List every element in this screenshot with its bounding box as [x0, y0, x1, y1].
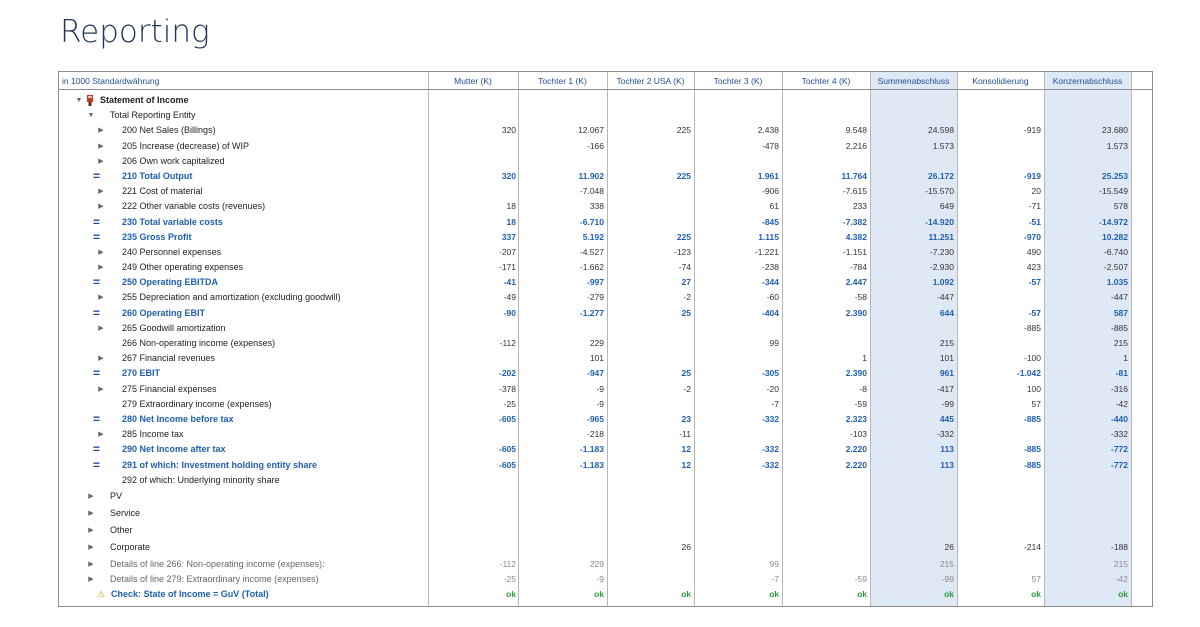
- table-row[interactable]: [59, 557, 1152, 572]
- formula-equals-icon: =: [93, 275, 101, 290]
- table-row[interactable]: [59, 366, 1152, 381]
- expand-toggle-icon[interactable]: ▶: [98, 264, 104, 272]
- grid-body: [59, 93, 1152, 602]
- cell-konsolidierung[interactable]: 490: [1026, 246, 1041, 257]
- cell-tochter-4[interactable]: 2.390: [845, 368, 867, 379]
- cell-tochter-2-usa[interactable]: 225: [676, 170, 691, 181]
- cell-konsolidierung[interactable]: -885: [1023, 413, 1041, 424]
- cell-tochter-1[interactable]: -947: [586, 368, 604, 379]
- cell-tochter-3[interactable]: 1.115: [758, 231, 779, 242]
- table-row[interactable]: [59, 123, 1152, 138]
- cell-tochter-2-usa[interactable]: -2: [683, 383, 691, 394]
- table-row[interactable]: [59, 442, 1152, 457]
- cell-tochter-2-usa[interactable]: 12: [681, 444, 691, 455]
- cell-konsolidierung[interactable]: -100: [1023, 353, 1041, 364]
- cell-tochter-4[interactable]: 4.382: [845, 231, 867, 242]
- cell-summenabschluss[interactable]: 1.092: [932, 277, 954, 288]
- cell-konsolidierung[interactable]: ok: [1031, 589, 1041, 599]
- cell-konzernabschluss[interactable]: -440: [1110, 413, 1128, 424]
- cell-tochter-4[interactable]: -8: [859, 383, 867, 394]
- cell-tochter-1[interactable]: -9: [596, 573, 604, 584]
- cell-summenabschluss[interactable]: 26: [944, 542, 954, 553]
- cell-mutter[interactable]: -605: [498, 444, 516, 455]
- cell-tochter-4[interactable]: ok: [857, 589, 867, 599]
- expand-toggle-icon[interactable]: ▶: [98, 127, 104, 135]
- cell-mutter[interactable]: -207: [498, 246, 516, 257]
- cell-konzernabschluss[interactable]: -772: [1110, 459, 1128, 470]
- cell-mutter[interactable]: 320: [501, 125, 516, 136]
- cell-tochter-3[interactable]: 99: [769, 558, 779, 569]
- column-header-konsolidierung[interactable]: Konsolidierung: [972, 76, 1029, 86]
- grid-header: [59, 72, 1152, 90]
- cell-tochter-1[interactable]: -166: [586, 140, 604, 151]
- cell-tochter-1[interactable]: -9: [596, 398, 604, 409]
- cell-mutter[interactable]: -41: [503, 277, 516, 288]
- table-row[interactable]: [59, 108, 1152, 123]
- table-row[interactable]: [59, 505, 1152, 522]
- cell-tochter-3[interactable]: 61: [769, 201, 779, 212]
- cell-summenabschluss[interactable]: 644: [939, 307, 954, 318]
- cell-tochter-1[interactable]: ok: [594, 589, 604, 599]
- cell-tochter-4[interactable]: -7.615: [842, 186, 867, 197]
- cell-konzernabschluss[interactable]: 1.035: [1106, 277, 1128, 288]
- cell-tochter-1[interactable]: -9: [596, 383, 604, 394]
- cell-tochter-4[interactable]: 233: [852, 201, 867, 212]
- cell-tochter-1[interactable]: -4.527: [579, 246, 604, 257]
- cell-tochter-4[interactable]: -784: [849, 262, 867, 273]
- cell-summenabschluss[interactable]: 24.598: [928, 125, 954, 136]
- cell-tochter-3[interactable]: -238: [761, 262, 779, 273]
- cell-tochter-2-usa[interactable]: 225: [676, 125, 691, 136]
- table-row[interactable]: [59, 458, 1152, 473]
- cell-tochter-2-usa[interactable]: 225: [676, 231, 691, 242]
- cell-konsolidierung[interactable]: 57: [1031, 573, 1041, 584]
- row-label: Service: [110, 508, 141, 519]
- row-label: 221 Cost of material: [122, 186, 203, 197]
- cell-tochter-1[interactable]: -7.048: [579, 186, 604, 197]
- cell-summenabschluss[interactable]: -417: [936, 383, 954, 394]
- cell-konzernabschluss[interactable]: -15.549: [1099, 186, 1128, 197]
- cell-tochter-2-usa[interactable]: 27: [681, 277, 691, 288]
- cell-konsolidierung[interactable]: -885: [1023, 459, 1041, 470]
- row-label: 291 of which: Investment holding entity share: [122, 459, 318, 470]
- expand-toggle-icon[interactable]: ▶: [98, 355, 104, 363]
- cell-tochter-3[interactable]: -7: [771, 398, 779, 409]
- cell-konsolidierung[interactable]: -71: [1028, 201, 1041, 212]
- cell-tochter-3[interactable]: -845: [761, 216, 779, 227]
- table-row[interactable]: [59, 199, 1152, 214]
- cell-summenabschluss[interactable]: 113: [940, 459, 954, 470]
- cell-tochter-1[interactable]: 101: [589, 353, 604, 364]
- cell-summenabschluss[interactable]: 961: [939, 368, 954, 379]
- cell-konzernabschluss[interactable]: -2.507: [1103, 262, 1128, 273]
- column-header-tochter-1[interactable]: Tochter 1 (K): [538, 76, 587, 86]
- cell-konsolidierung[interactable]: -885: [1023, 444, 1041, 455]
- cell-tochter-4[interactable]: -1.151: [842, 246, 867, 257]
- cell-tochter-3[interactable]: -906: [761, 186, 779, 197]
- expand-toggle-icon[interactable]: ▶: [98, 157, 104, 165]
- row-label: 292 of which: Underlying minority share: [122, 474, 280, 485]
- expand-toggle-icon[interactable]: ▶: [88, 510, 94, 518]
- cell-mutter[interactable]: -112: [499, 558, 516, 569]
- cell-tochter-1[interactable]: 338: [589, 201, 604, 212]
- cell-summenabschluss[interactable]: 445: [939, 413, 954, 424]
- row-label: Details of line 279: Extraordinary income (expenses): [110, 573, 319, 584]
- expand-toggle-icon[interactable]: ▶: [98, 188, 104, 196]
- table-row[interactable]: [59, 184, 1152, 199]
- expand-toggle-icon[interactable]: ▶: [88, 560, 94, 568]
- expand-toggle-icon[interactable]: ▶: [98, 385, 104, 393]
- cell-mutter[interactable]: 18: [506, 216, 516, 227]
- table-row[interactable]: [59, 290, 1152, 305]
- unit-label: in 1000 Standardwährung: [62, 76, 160, 86]
- cell-konzernabschluss[interactable]: 587: [1113, 307, 1128, 318]
- cell-tochter-3[interactable]: -478: [761, 140, 779, 151]
- row-label: 280 Net Income before tax: [122, 413, 234, 424]
- cell-summenabschluss[interactable]: 215: [939, 558, 954, 569]
- cell-konzernabschluss[interactable]: -188: [1110, 542, 1128, 553]
- cell-tochter-4[interactable]: 2.220: [845, 459, 867, 470]
- cell-tochter-1[interactable]: -1.183: [579, 444, 604, 455]
- expand-toggle-icon[interactable]: ▶: [88, 544, 94, 552]
- cell-tochter-4[interactable]: 2.390: [845, 307, 867, 318]
- cell-tochter-3[interactable]: ok: [769, 589, 779, 599]
- expand-toggle-icon[interactable]: ▶: [98, 248, 104, 256]
- cell-tochter-4[interactable]: -59: [854, 398, 867, 409]
- table-row[interactable]: [59, 382, 1152, 397]
- table-row[interactable]: [59, 488, 1152, 505]
- cell-tochter-3[interactable]: -332: [761, 444, 779, 455]
- row-label: Other: [110, 525, 133, 536]
- cell-mutter[interactable]: -25: [503, 398, 516, 409]
- cell-tochter-2-usa[interactable]: ok: [681, 589, 691, 599]
- formula-equals-icon: =: [93, 411, 101, 426]
- table-row[interactable]: [59, 351, 1152, 366]
- cell-summenabschluss[interactable]: -15.570: [925, 186, 954, 197]
- expand-toggle-icon[interactable]: ▶: [98, 203, 104, 211]
- row-label: 222 Other variable costs (revenues): [122, 201, 266, 212]
- statement-icon: [86, 95, 94, 105]
- cell-konsolidierung[interactable]: 423: [1026, 262, 1041, 273]
- cell-summenabschluss[interactable]: -7.230: [929, 246, 954, 257]
- cell-summenabschluss[interactable]: 26.172: [928, 170, 954, 181]
- cell-mutter[interactable]: 320: [501, 170, 516, 181]
- cell-summenabschluss[interactable]: ok: [944, 589, 954, 599]
- cell-tochter-2-usa[interactable]: -123: [673, 246, 691, 257]
- cell-konzernabschluss[interactable]: -332: [1110, 429, 1128, 440]
- table-row[interactable]: [59, 154, 1152, 169]
- cell-summenabschluss[interactable]: -99: [941, 573, 954, 584]
- cell-tochter-2-usa[interactable]: 23: [681, 413, 691, 424]
- column-header-tochter-4[interactable]: Tochter 4 (K): [801, 76, 851, 86]
- cell-tochter-1[interactable]: -6.710: [579, 216, 604, 227]
- cell-tochter-3[interactable]: -1.221: [754, 246, 779, 257]
- cell-tochter-4[interactable]: -103: [849, 429, 867, 440]
- cell-summenabschluss[interactable]: 11.251: [928, 231, 954, 242]
- warning-icon: ⚠: [97, 589, 106, 599]
- cell-tochter-3[interactable]: -305: [761, 368, 779, 379]
- cell-tochter-1[interactable]: -1.183: [579, 459, 604, 470]
- table-row[interactable]: [59, 245, 1152, 260]
- cell-konsolidierung[interactable]: 57: [1031, 398, 1041, 409]
- cell-mutter[interactable]: -378: [498, 383, 516, 394]
- cell-mutter[interactable]: -90: [503, 307, 516, 318]
- cell-mutter[interactable]: -605: [498, 459, 516, 470]
- cell-konsolidierung[interactable]: 20: [1031, 186, 1041, 197]
- cell-mutter[interactable]: -25: [503, 573, 516, 584]
- cell-tochter-3[interactable]: -344: [761, 277, 779, 288]
- row-label: 240 Personnel expenses: [122, 246, 222, 257]
- cell-konsolidierung[interactable]: -885: [1023, 322, 1041, 333]
- row-label: Total Reporting Entity: [110, 110, 196, 121]
- cell-konzernabschluss[interactable]: 578: [1113, 201, 1128, 212]
- cell-summenabschluss[interactable]: -99: [941, 398, 954, 409]
- cell-tochter-1[interactable]: -218: [586, 429, 604, 440]
- row-label: 265 Goodwill amortization: [122, 322, 226, 333]
- formula-equals-icon: =: [93, 366, 101, 381]
- cell-tochter-1[interactable]: 12.067: [578, 125, 604, 136]
- table-row[interactable]: [59, 93, 1152, 108]
- cell-tochter-2-usa[interactable]: -2: [683, 292, 691, 303]
- cell-tochter-4[interactable]: 9.548: [845, 125, 867, 136]
- cell-konzernabschluss[interactable]: -14.972: [1099, 216, 1128, 227]
- cell-tochter-2-usa[interactable]: 12: [681, 459, 691, 470]
- cell-konzernabschluss[interactable]: -447: [1110, 292, 1128, 303]
- row-label: 290 Net Income after tax: [122, 444, 226, 455]
- table-row[interactable]: [59, 139, 1152, 154]
- cell-tochter-3[interactable]: -7: [771, 573, 779, 584]
- expand-toggle-icon[interactable]: ▶: [98, 431, 104, 439]
- row-label: 267 Financial revenues: [122, 353, 216, 364]
- cell-konzernabschluss[interactable]: -316: [1110, 383, 1128, 394]
- table-row[interactable]: [59, 230, 1152, 245]
- table-row[interactable]: [59, 260, 1152, 275]
- cell-konzernabschluss[interactable]: -772: [1110, 444, 1128, 455]
- cell-mutter[interactable]: -171: [498, 262, 516, 273]
- row-label: PV: [110, 490, 123, 501]
- table-row[interactable]: [59, 321, 1152, 336]
- row-label: 285 Income tax: [122, 429, 184, 440]
- cell-summenabschluss[interactable]: 1.573: [932, 140, 954, 151]
- cell-tochter-3[interactable]: 99: [769, 338, 779, 348]
- table-row[interactable]: [59, 427, 1152, 442]
- cell-tochter-4[interactable]: 2.447: [845, 277, 867, 288]
- cell-tochter-1[interactable]: -997: [586, 277, 604, 288]
- expand-toggle-icon[interactable]: ▶: [98, 142, 104, 150]
- formula-equals-icon: =: [93, 229, 101, 244]
- cell-konsolidierung[interactable]: -919: [1023, 125, 1041, 136]
- cell-summenabschluss[interactable]: 113: [940, 444, 954, 455]
- expand-toggle-icon[interactable]: ▶: [98, 324, 104, 332]
- cell-tochter-2-usa[interactable]: 26: [681, 542, 691, 553]
- cell-konzernabschluss[interactable]: -81: [1115, 368, 1128, 379]
- cell-mutter[interactable]: -202: [498, 368, 516, 379]
- cell-konzernabschluss[interactable]: 215: [1113, 558, 1128, 569]
- column-header-tochter-2-usa[interactable]: Tochter 2 USA (K): [616, 76, 685, 86]
- report-grid[interactable]: [58, 71, 1153, 607]
- expand-toggle-icon[interactable]: ▶: [88, 575, 94, 583]
- cell-konzernabschluss[interactable]: ok: [1118, 589, 1128, 599]
- table-row[interactable]: [59, 539, 1152, 556]
- formula-equals-icon: =: [93, 214, 101, 229]
- cell-konzernabschluss[interactable]: 25.253: [1102, 170, 1128, 181]
- table-row[interactable]: [59, 169, 1152, 184]
- formula-equals-icon: =: [93, 442, 101, 457]
- row-label: 206 Own work capitalized: [122, 155, 225, 166]
- row-label: 250 Operating EBITDA: [122, 277, 219, 288]
- cell-tochter-1[interactable]: 11.902: [578, 170, 604, 181]
- cell-konsolidierung[interactable]: -970: [1023, 231, 1041, 242]
- cell-tochter-3[interactable]: -20: [766, 383, 779, 394]
- row-label: 255 Depreciation and amortization (excluding goodwill): [122, 292, 341, 303]
- cell-konzernabschluss[interactable]: -6.740: [1103, 246, 1128, 257]
- cell-konsolidierung[interactable]: -57: [1028, 277, 1041, 288]
- cell-mutter[interactable]: -605: [498, 413, 516, 424]
- row-label: 235 Gross Profit: [122, 231, 192, 242]
- row-label: 270 EBIT: [122, 368, 161, 379]
- cell-konzernabschluss[interactable]: 1: [1123, 353, 1128, 364]
- cell-tochter-4[interactable]: -59: [854, 573, 867, 584]
- row-label: Details of line 266: Non-operating income (expenses):: [110, 558, 325, 569]
- collapse-toggle-icon[interactable]: ▼: [87, 112, 95, 120]
- cell-konzernabschluss[interactable]: 215: [1113, 338, 1128, 348]
- formula-equals-icon: =: [93, 305, 101, 320]
- row-label: 279 Extraordinary income (expenses): [122, 398, 272, 409]
- cell-tochter-1[interactable]: -1.662: [579, 262, 604, 273]
- formula-equals-icon: =: [93, 457, 101, 472]
- row-label: 260 Operating EBIT: [122, 307, 206, 318]
- cell-konzernabschluss[interactable]: -42: [1115, 398, 1128, 409]
- table-row[interactable]: [59, 397, 1152, 412]
- cell-mutter[interactable]: -112: [499, 338, 516, 348]
- cell-summenabschluss[interactable]: -14.920: [925, 216, 954, 227]
- cell-summenabschluss[interactable]: 215: [939, 338, 954, 348]
- cell-tochter-3[interactable]: -60: [766, 292, 779, 303]
- column-header-tochter-3[interactable]: Tochter 3 (K): [713, 76, 763, 86]
- row-label: 200 Net Sales (Billings): [122, 125, 216, 136]
- cell-tochter-3[interactable]: 2.438: [757, 125, 779, 136]
- cell-tochter-4[interactable]: -7.382: [842, 216, 867, 227]
- cell-mutter[interactable]: ok: [506, 589, 516, 599]
- column-header-mutter[interactable]: Mutter (K): [454, 76, 492, 86]
- row-label: 249 Other operating expenses: [122, 262, 244, 273]
- cell-tochter-1[interactable]: -1.277: [579, 307, 604, 318]
- cell-tochter-1[interactable]: -279: [586, 292, 604, 303]
- cell-tochter-3[interactable]: -404: [761, 307, 779, 318]
- row-label: 205 Increase (decrease) of WIP: [122, 140, 250, 151]
- cell-tochter-2-usa[interactable]: -74: [678, 262, 691, 273]
- cell-tochter-1[interactable]: -965: [586, 413, 604, 424]
- table-row[interactable]: [59, 215, 1152, 230]
- cell-summenabschluss[interactable]: -332: [936, 429, 954, 440]
- table-row[interactable]: [59, 412, 1152, 427]
- row-label: 275 Financial expenses: [122, 383, 217, 394]
- table-row[interactable]: [59, 522, 1152, 539]
- row-label: Corporate: [110, 542, 151, 553]
- row-label: Statement of Income: [100, 95, 189, 105]
- row-label: 230 Total variable costs: [122, 216, 223, 227]
- cell-konsolidierung[interactable]: -1.042: [1016, 368, 1041, 379]
- cell-tochter-2-usa[interactable]: 25: [681, 368, 691, 379]
- cell-konzernabschluss[interactable]: -885: [1110, 322, 1128, 333]
- cell-konsolidierung[interactable]: -919: [1023, 170, 1041, 181]
- expand-toggle-icon[interactable]: ▶: [88, 492, 94, 500]
- row-label: 266 Non-operating income (expenses): [122, 338, 276, 348]
- cell-konzernabschluss[interactable]: 23.680: [1102, 125, 1128, 136]
- cell-mutter[interactable]: 18: [506, 201, 516, 212]
- cell-summenabschluss[interactable]: -447: [936, 292, 954, 303]
- cell-tochter-1[interactable]: 5.192: [582, 231, 604, 242]
- table-row[interactable]: [59, 587, 1152, 602]
- table-row[interactable]: [59, 306, 1152, 321]
- cell-konsolidierung[interactable]: -51: [1028, 216, 1041, 227]
- table-row[interactable]: [59, 572, 1152, 587]
- cell-tochter-1[interactable]: 229: [589, 558, 604, 569]
- cell-konsolidierung[interactable]: -57: [1028, 307, 1041, 318]
- collapse-toggle-icon[interactable]: ▼: [75, 97, 83, 104]
- table-row[interactable]: [59, 336, 1152, 351]
- cell-tochter-1[interactable]: 229: [589, 338, 604, 348]
- cell-summenabschluss[interactable]: 101: [939, 353, 954, 364]
- cell-konzernabschluss[interactable]: 10.282: [1102, 231, 1128, 242]
- table-row[interactable]: [59, 473, 1152, 488]
- cell-mutter[interactable]: -49: [503, 292, 516, 303]
- row-label: Check: State of Income = GuV (Total): [111, 589, 269, 599]
- cell-tochter-2-usa[interactable]: 25: [681, 307, 691, 318]
- formula-equals-icon: =: [93, 168, 101, 183]
- page-title: Reporting: [60, 14, 210, 50]
- cell-tochter-4[interactable]: 2.216: [845, 140, 867, 151]
- cell-tochter-3[interactable]: -332: [761, 413, 779, 424]
- cell-konsolidierung[interactable]: 100: [1026, 383, 1041, 394]
- cell-tochter-4[interactable]: -58: [854, 292, 867, 303]
- cell-konzernabschluss[interactable]: -42: [1115, 573, 1128, 584]
- cell-summenabschluss[interactable]: 649: [939, 201, 954, 212]
- cell-summenabschluss[interactable]: -2.930: [929, 262, 954, 273]
- cell-tochter-3[interactable]: 1.961: [757, 170, 779, 181]
- cell-tochter-3[interactable]: -332: [761, 459, 779, 470]
- cell-tochter-4[interactable]: 2.323: [845, 413, 867, 424]
- expand-toggle-icon[interactable]: ▶: [88, 527, 94, 535]
- column-header-konzernabschluss[interactable]: Konzernabschluss: [1052, 76, 1123, 86]
- cell-mutter[interactable]: 337: [501, 231, 516, 242]
- cell-konsolidierung[interactable]: -214: [1023, 542, 1041, 553]
- cell-tochter-2-usa[interactable]: -11: [679, 429, 691, 440]
- table-row[interactable]: [59, 275, 1152, 290]
- cell-konzernabschluss[interactable]: 1.573: [1106, 140, 1128, 151]
- cell-tochter-4[interactable]: 11.764: [841, 170, 867, 181]
- cell-tochter-4[interactable]: 2.220: [845, 444, 867, 455]
- row-label: 210 Total Output: [122, 170, 193, 181]
- expand-toggle-icon[interactable]: ▶: [98, 294, 104, 302]
- column-header-summenabschluss[interactable]: Summenabschluss: [877, 76, 950, 86]
- cell-tochter-4[interactable]: 1: [862, 353, 867, 364]
